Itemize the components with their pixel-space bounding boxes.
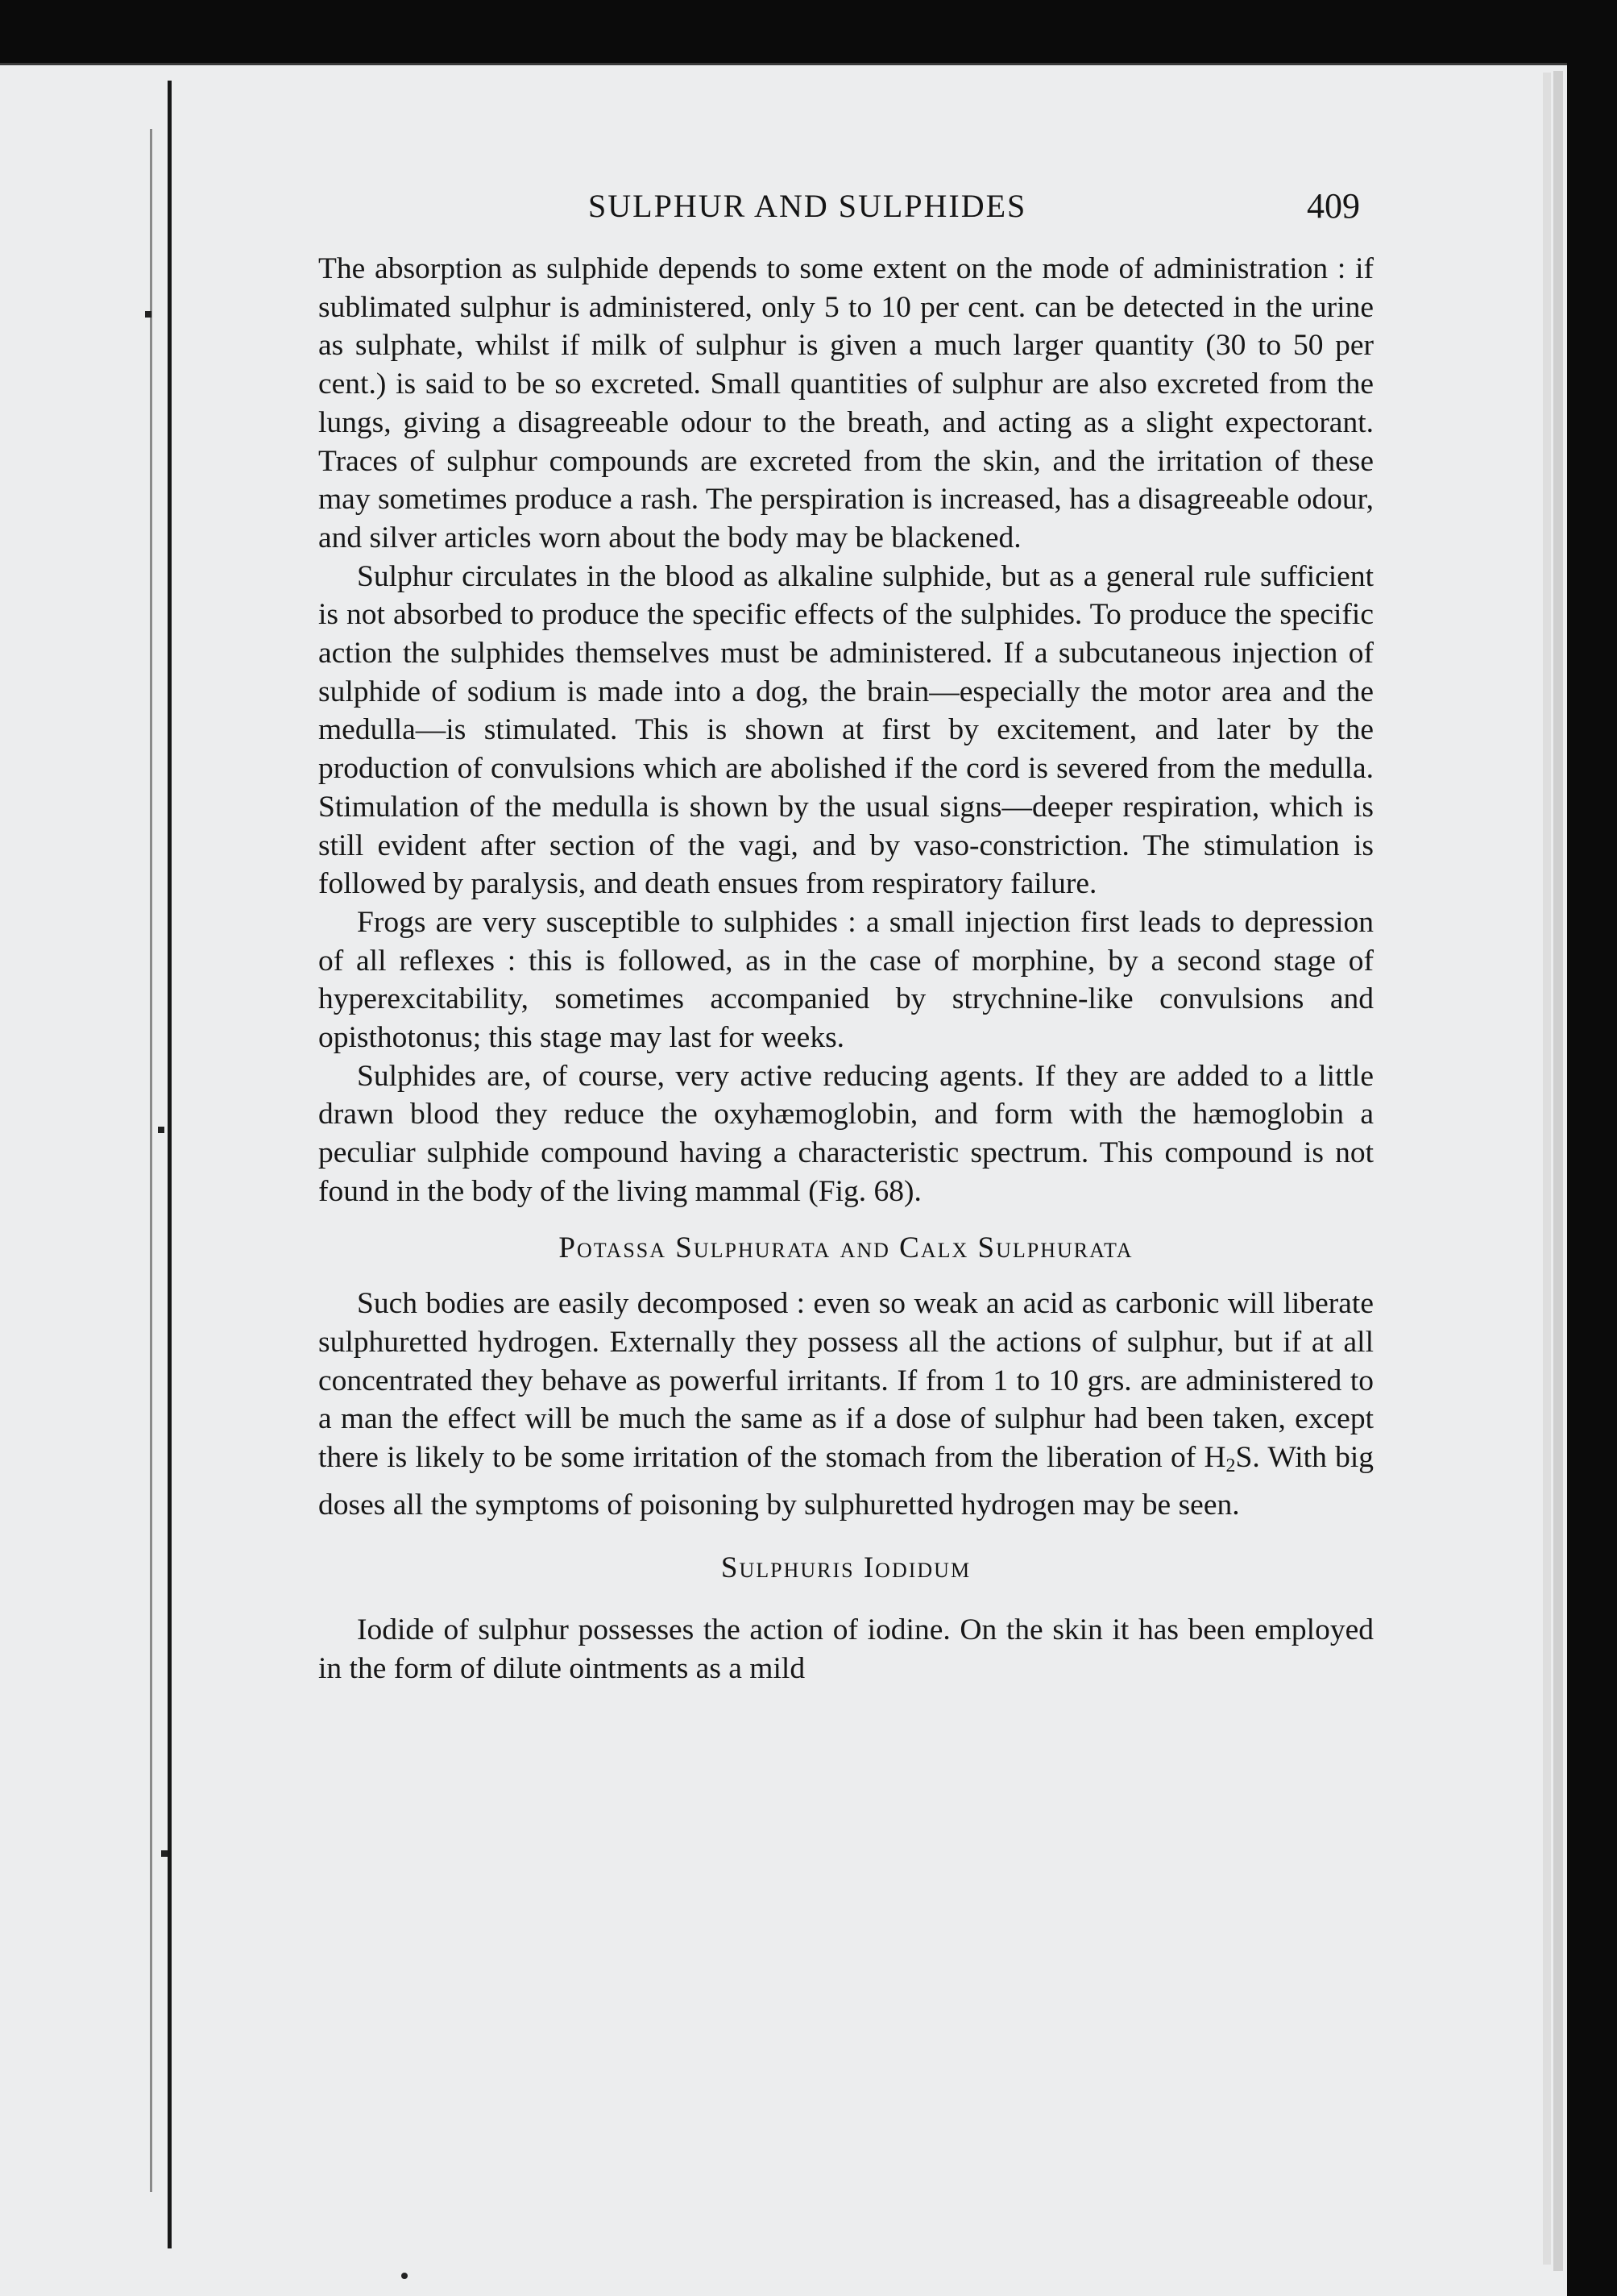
formula-element: H <box>1204 1441 1226 1475</box>
paragraph-text: . With big doses all the symptoms of poisoning by sulphuretted hydrogen may be seen. <box>318 1441 1374 1522</box>
binding-line <box>168 81 172 2248</box>
section-heading: Sulphuris Iodidum <box>720 1551 972 1584</box>
binding-gutter <box>150 129 152 2192</box>
formula-subscript: 2 <box>1225 1455 1236 1477</box>
body-text <box>318 250 1374 1688</box>
paragraph-text: Such bodies are easily decomposed : even so weak an acid as carbonic will liberate sulphuretted hydrogen. Externally they possess all the actions of sulphur, but if at all concentrated they behave as powerful irritants. If from 1 to 10 grs. are administered to a man the effect will be much the same as if a dose of sulphur had been taken, except there is likely to be some irritation of the stomach from the liberation of <box>318 1287 1374 1475</box>
paragraph: Iodide of sulphur possesses the action of iodine. On the skin it has been employed in the form of dilute ointments as a mild <box>318 1613 1374 1685</box>
margin-mark <box>158 1127 164 1133</box>
page-edge-shade <box>1543 73 1551 2265</box>
section-heading: Potassa Sulphurata and Calx Sulphurata <box>558 1231 1134 1264</box>
running-head: SULPHUR AND SULPHIDES <box>588 188 1027 224</box>
paragraph: Sulphur circulates in the blood as alkaline sulphide, but as a general rule sufficient is not absorbed to produce the specific effects of the sulphides. To produce the specific action the sulphides themselves must be administered. If a subcutaneous injection of sulphide of sodium is made into a dog, the brain—especially the motor area and the medulla—is stimulated. This is shown at first by excitement, and later by the production of convulsions which are abolished if the cord is severed from the medulla. Stimulation of the medulla is shown by the usual signs—deeper respiration, which is still evident after section of the vagi, and by vaso-constriction. The stimulation is followed by paralysis, and death ensues from respiratory failure. <box>318 559 1374 901</box>
paragraph: Frogs are very susceptible to sulphides : a small injection first leads to depression of all reflexes : this is followed, as in the case of morphine, by a second stage of hyperexcitability, sometimes accompanied by strychnine-like convulsions and opisthotonus; this stage may last for weeks. <box>318 905 1374 1055</box>
chemical-formula <box>1204 1441 1253 1477</box>
paragraph: The absorption as sulphide depends to some extent on the mode of administration : if sublimated sulphur is administered, only 5 to 10 per cent. can be detected in the urine as sulphate, whilst if milk of sulphur is given a much larger quantity (30 to 50 per cent.) is said to be so excreted. Small quantities of sulphur are also excreted from the lungs, giving a disagreeable odour to the breath, and acting as a slight expectorant. Traces of sulphur compounds are excreted from the skin, and the irritation of these may sometimes produce a rash. The perspiration is increased, has a disagreeable odour, and silver articles worn about the body may be blackened. <box>318 252 1374 554</box>
page-edge-right <box>1553 71 1563 2271</box>
paragraph: Sulphides are, of course, very active reducing agents. If they are added to a little drawn blood they reduce the oxyhæmoglobin, and form with the hæmoglobin a peculiar sulphide compound having a characteristic spectrum. This compound is not found in the body of the living mammal (Fig. 68). <box>318 1059 1374 1208</box>
scan-speck <box>401 2273 408 2279</box>
page-number: 409 <box>1307 186 1360 226</box>
page-header <box>318 179 1382 227</box>
margin-mark <box>161 1850 168 1857</box>
formula-element: S <box>1235 1441 1253 1475</box>
paragraph <box>318 1285 1374 1524</box>
margin-mark <box>145 311 151 318</box>
